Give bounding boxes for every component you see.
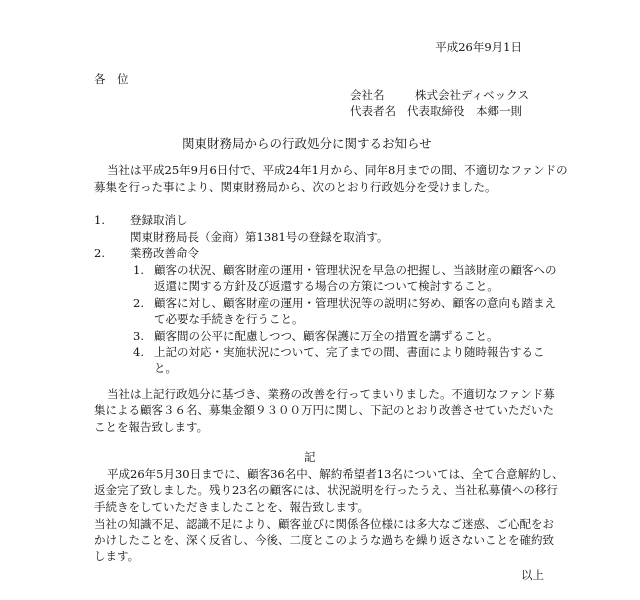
- section-1-body: 関東財務局長（金商）第1381号の登録を取消す。: [130, 230, 389, 244]
- order-item-line: 顧客の状況、顧客財産の運用・管理状況を早急の把握し、当該財産の顧客への: [154, 263, 557, 277]
- order-item-number: 2.: [133, 296, 144, 310]
- order-item-line: 上記の対応・実施状況について、完了までの間、書面により随時報告するこ: [154, 345, 545, 359]
- company-label: 会社名: [350, 88, 385, 102]
- order-item-number: 3.: [133, 329, 144, 343]
- representative-name: 代表取締役 本郷一則: [407, 104, 522, 118]
- details-line-2: 返金完了致しました。残り23名の顧客には、状況説明を行ったうえ、当社私募債への移行: [94, 483, 558, 497]
- order-item-line: 顧客に対し、顧客財産の運用・管理状況等の説明に努め、顧客の意向も踏まえ: [154, 296, 557, 310]
- section-2-heading: 業務改善命令: [130, 246, 199, 260]
- order-item-number: 4.: [133, 345, 144, 359]
- ki-heading: 記: [304, 450, 316, 464]
- intro-line-1: 当社は平成25年9月6日付で、平成24年1月から、同年8月までの間、不適切なファンドの: [107, 163, 568, 177]
- closing: 以上: [521, 568, 544, 582]
- representative-label: 代表者名: [350, 104, 396, 118]
- details-line-3: 手続きをしていただきましたことを、報告致します。: [94, 500, 370, 514]
- order-item-line: 返還に関する方針及び返還する場合の方策について検討すること。: [154, 279, 499, 293]
- order-item-line: て必要な手続きを行うこと。: [154, 312, 304, 326]
- apology-line-3: します。: [94, 549, 140, 563]
- section-1-number: 1.: [94, 213, 105, 227]
- improvement-line-3: ことを報告致します。: [94, 420, 209, 434]
- apology-line-2: かけしたことを、深く反省し、今後、二度とこのような過ちを繰り返さないことを確約致: [94, 533, 554, 547]
- document-title: 関東財務局からの行政処分に関するお知らせ: [182, 136, 432, 151]
- apology-line-1: 当社の知識不足、認識不足により、顧客並びに関係各位様には多大なご迷惑、ご心配をお: [94, 517, 554, 531]
- order-item-number: 1.: [133, 263, 144, 277]
- order-item-line: 顧客間の公平に配慮しつつ、顧客保護に万全の措置を講ずること。: [154, 329, 499, 343]
- recipient: 各 位: [94, 72, 129, 86]
- date: 平成26年9月1日: [435, 40, 522, 54]
- section-2-number: 2.: [94, 246, 105, 260]
- company-name: 株式会社ディベックス: [415, 88, 529, 102]
- improvement-line-1: 当社は上記行政処分に基づき、業務の改善を行ってまいりました。不適切なファンド募: [107, 387, 555, 401]
- intro-line-2: 募集を行った事により、関東財務局から、次のとおり行政処分を受けました。: [94, 180, 497, 194]
- improvement-line-2: 集による顧客３６名、募集金額９３００万円に関し、下記のとおり改善させていただいた: [94, 403, 554, 417]
- order-item-line: と。: [154, 361, 177, 375]
- section-1-heading: 登録取消し: [130, 213, 188, 227]
- details-line-1: 平成26年5月30日までに、顧客36名中、解約希望者13名については、全て合意解約し、: [107, 467, 564, 481]
